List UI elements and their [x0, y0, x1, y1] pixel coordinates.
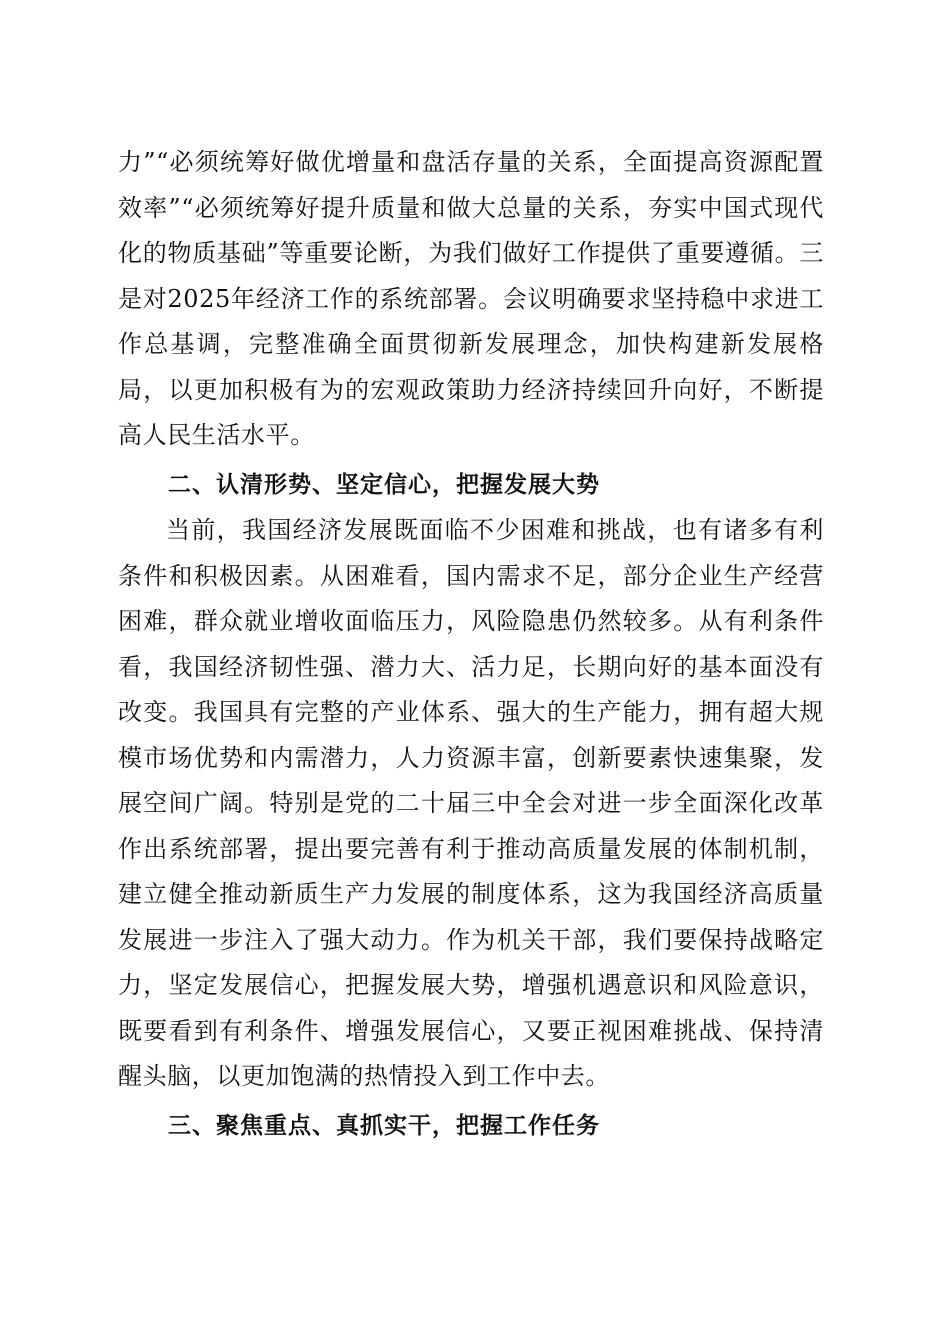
- document-page: [118, 140, 824, 1149]
- section-heading-3: 三、聚焦重点、真抓实干，把握工作任务: [168, 1112, 600, 1139]
- body-paragraph-2: 当前，我国经济发展既面临不少困难和挑战，也有诸多有利条件和积极因素。从困难看，国内需求不足，部分企业生产经营困难，群众就业增收面临压力，风险隐患仍然较多。从有利条件看，我国经济韧性强、潜力大、活力足，长期向好的基本面没有改变。我国具有完整的产业体系、强大的生产能力，拥有超大规模市场优势和内需潜力，人力资源丰富，创新要素快速集聚，发展空间广阔。特别是党的二十届三中全会对进一步全面深化改革作出系统部署，提出要完善有利于推动高质量发展的体制机制，建立健全推动新质生产力发展的制度体系，这为我国经济高质量发展进一步注入了强大动力。作为机关干部，我们要保持战略定力，坚定发展信心，把握发展大势，增强机遇意识和风险意识，既要看到有利条件、增强发展信心，又要正视困难挑战、保持清醒头脑，以更加饱满的热情投入到工作中去。: [118, 516, 824, 1090]
- body-paragraph-continued: 力”“必须统筹好做优增量和盘活存量的关系，全面提高资源配置效率”“必须统筹好提升质量和做大总量的关系，夯实中国式现代化的物质基础”等重要论断，为我们做好工作提供了重要遵循。三是对2025年经济工作的系统部署。会议明确要求坚持稳中求进工作总基调，完整准确全面贯彻新发展理念，加快构建新发展格局，以更加积极有为的宏观政策助力经济持续回升向好，不断提高人民生活水平。: [118, 148, 824, 449]
- section-heading-2: 二、认清形势、坚定信心，把握发展大势: [168, 471, 600, 498]
